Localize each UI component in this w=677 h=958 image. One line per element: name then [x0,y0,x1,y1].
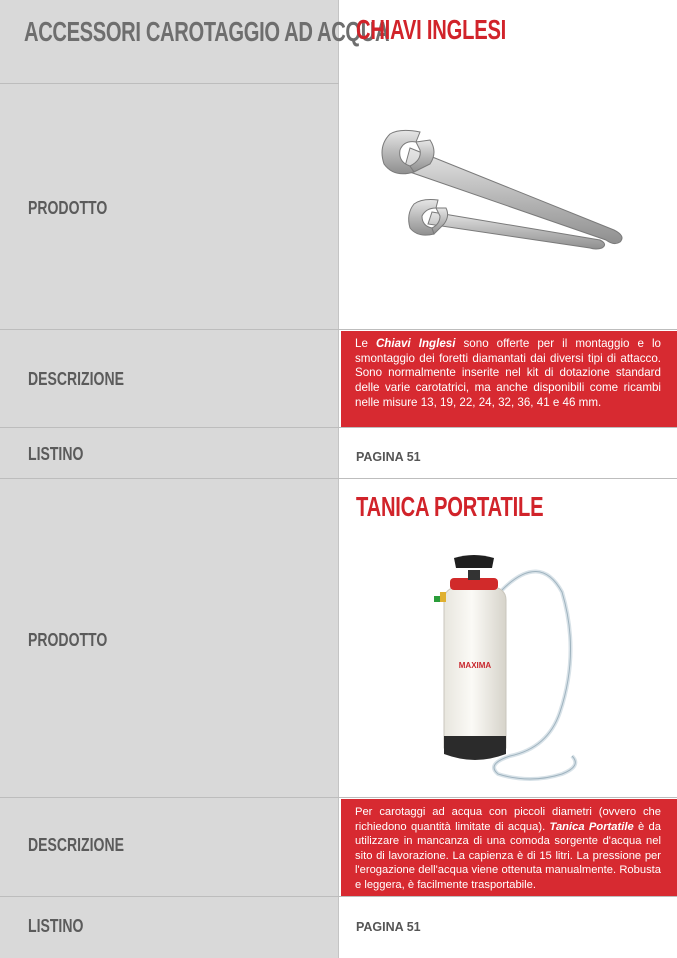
divider [0,896,677,897]
product-title-chiavi: CHIAVI INGLESI [356,14,507,45]
description-box: Per carotaggi ad acqua con piccoli diametri (ovvero che richiedono quantità limitate di acqua). Tanica Portatile è da utilizzare in mancanza di una comoda sorgente d'acqua nel sito di lavorazione. La capienza è di 15 litri. La pressione per l'erogazione dell'acqua viene ottenuta manualmente. Robusta e leggera, è facilmente trasportabile. [341,799,677,896]
divider [0,797,677,798]
label-prodotto: PRODOTTO [28,630,108,650]
product-title-tanica: TANICA PORTATILE [356,491,544,522]
label-listino: LISTINO [28,444,84,464]
label-descrizione: DESCRIZIONE [28,835,124,855]
divider [0,478,677,479]
divider [0,329,677,330]
listino-page-link[interactable]: PAGINA 51 [356,920,421,934]
section-title: ACCESSORI CAROTAGGIO AD ACQUA [24,16,390,47]
listino-page-link[interactable]: PAGINA 51 [356,450,421,464]
brand-logo: MAXIMA [458,661,492,670]
water-tank-icon [430,552,590,784]
wrench-icon [370,120,640,260]
divider [0,83,339,84]
label-descrizione: DESCRIZIONE [28,369,124,389]
label-listino: LISTINO [28,916,84,936]
description-box: Le Chiavi Inglesi sono offerte per il montaggio e lo smontaggio dei foretti diamantati dai diversi tipi di attacco. Sono normalmente inserite nel kit di dotazione standard delle varie carotatrici, ma anche disponibili come ricambi nelle misure 13, 19, 22, 24, 32, 36, 41 e 46 mm. [341,331,677,427]
label-prodotto: PRODOTTO [28,198,108,218]
divider [0,427,677,428]
